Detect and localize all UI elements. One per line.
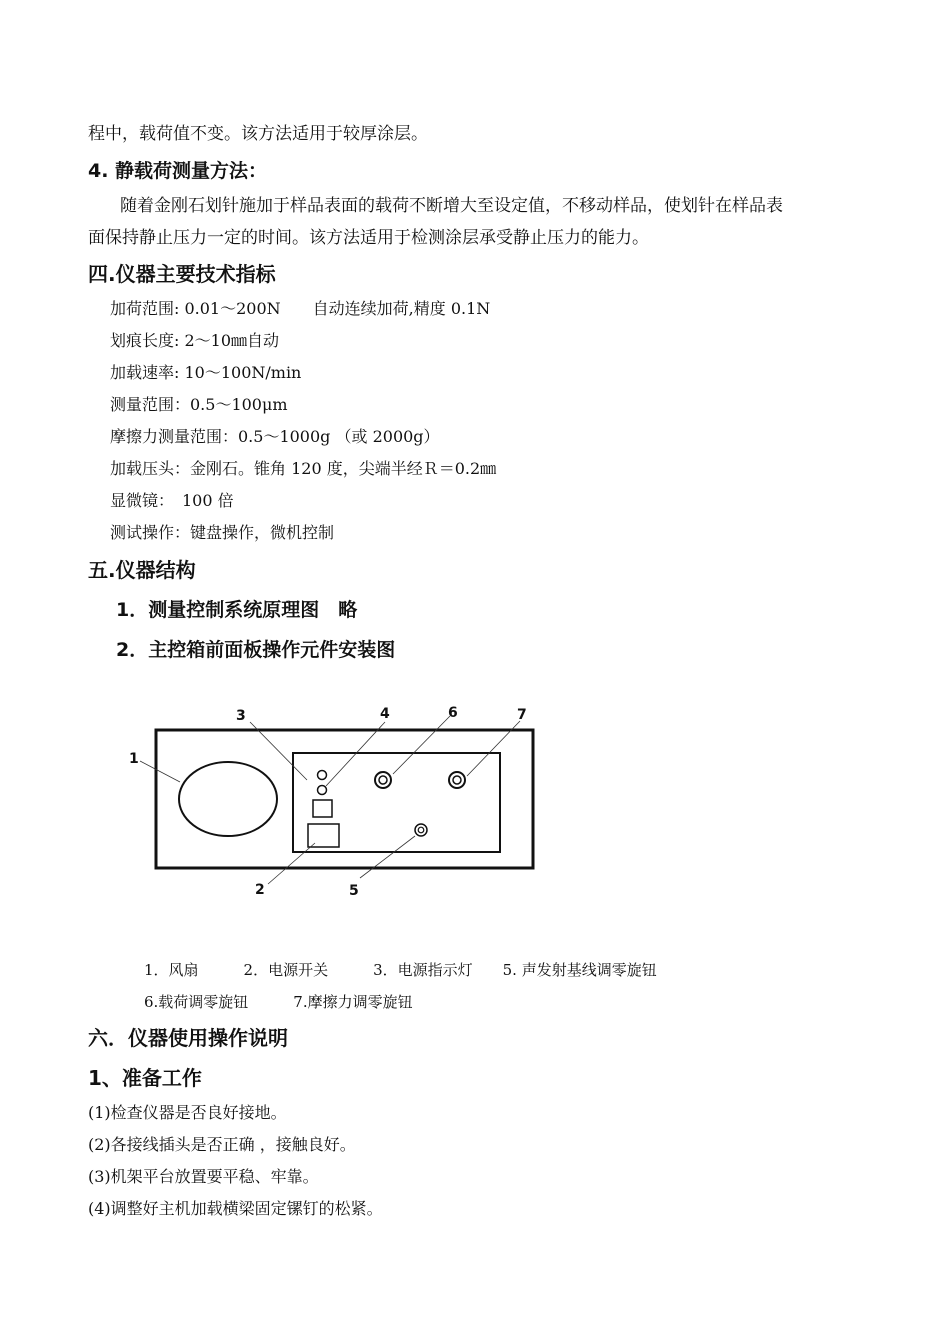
spec-item: 加荷范围: 0.01～200N 自动连续加荷,精度 0.1N <box>110 299 491 318</box>
prep-step: (4)调整好主机加载横梁固定镙钉的松紧。 <box>88 1199 383 1218</box>
load-zero-knob-icon <box>375 772 391 788</box>
callout-label: 4 <box>380 706 390 722</box>
operation-panel <box>293 753 500 852</box>
acoustic-baseline-knob-icon <box>415 824 427 836</box>
friction-zero-knob-icon <box>449 772 465 788</box>
prep-step: (2)各接线插头是否正确 ，接触良好。 <box>88 1135 356 1154</box>
spec-item: 划痕长度: 2～10㎜自动 <box>110 331 280 350</box>
control-box-outline <box>156 730 533 868</box>
prep-step: (3)机架平台放置要平稳、牢靠。 <box>88 1167 319 1186</box>
power-indicator-light-icon <box>318 786 327 795</box>
diagram-legend-line-2: 6.载荷调零旋钮 7.摩擦力调零旋钮 <box>144 993 413 1011</box>
callout-label: 5 <box>349 883 359 899</box>
spec-item: 加载速率: 10～100N/min <box>110 363 302 382</box>
spec-item: 测量范围：0.5～100μm <box>110 395 288 414</box>
structure-heading: 五.仪器结构 <box>88 558 196 582</box>
friction-zero-knob-inner <box>453 776 461 784</box>
specs-heading: 四.仪器主要技术指标 <box>88 262 276 286</box>
spec-item: 摩擦力测量范围：0.5～1000g （或 2000g） <box>110 427 440 446</box>
spec-item: 显微镜： 100 倍 <box>110 491 234 510</box>
structure-sub-1: 1．测量控制系统原理图 略 <box>116 599 358 621</box>
continuation-text: 程中，载荷值不变。该方法适用于较厚涂层。 <box>88 124 428 144</box>
front-panel-diagram <box>110 696 550 908</box>
callout-label: 1 <box>129 751 139 767</box>
prep-step: (1)检查仪器是否良好接地。 <box>88 1103 287 1122</box>
power-switch-icon <box>308 824 339 847</box>
callout-label: 3 <box>236 708 246 724</box>
prep-heading: 1、准备工作 <box>88 1066 202 1090</box>
structure-sub-2: 2．主控箱前面板操作元件安装图 <box>116 639 396 661</box>
callout-label: 2 <box>255 882 265 898</box>
usage-heading: 六．仪器使用操作说明 <box>88 1026 288 1050</box>
fan-icon <box>179 762 277 836</box>
section-4-para-line-2: 面保持静止压力一定的时间。该方法适用于检测涂层承受静止压力的能力。 <box>88 228 649 248</box>
diagram-legend-line-1: 1．风扇 2．电源开关 3．电源指示灯 5. 声发射基线调零旋钮 <box>144 961 657 979</box>
acoustic-baseline-knob-inner <box>418 827 424 833</box>
spec-item: 加载压头：金刚石。锥角 120 度，尖端半经Ｒ＝0.2㎜ <box>110 459 497 478</box>
load-zero-knob-inner <box>379 776 387 784</box>
power-indicator-light-icon <box>318 771 327 780</box>
callout-label: 6 <box>448 705 458 721</box>
section-4-para-line-1: 随着金刚石划针施加于样品表面的载荷不断增大至设定值，不移动样品，使划针在样品表 <box>120 196 783 216</box>
section-4-heading: 4. 静载荷测量方法： <box>88 160 268 182</box>
callout-label: 7 <box>517 707 527 723</box>
switch-block-icon <box>313 800 332 817</box>
spec-item: 测试操作：键盘操作，微机控制 <box>110 523 335 542</box>
